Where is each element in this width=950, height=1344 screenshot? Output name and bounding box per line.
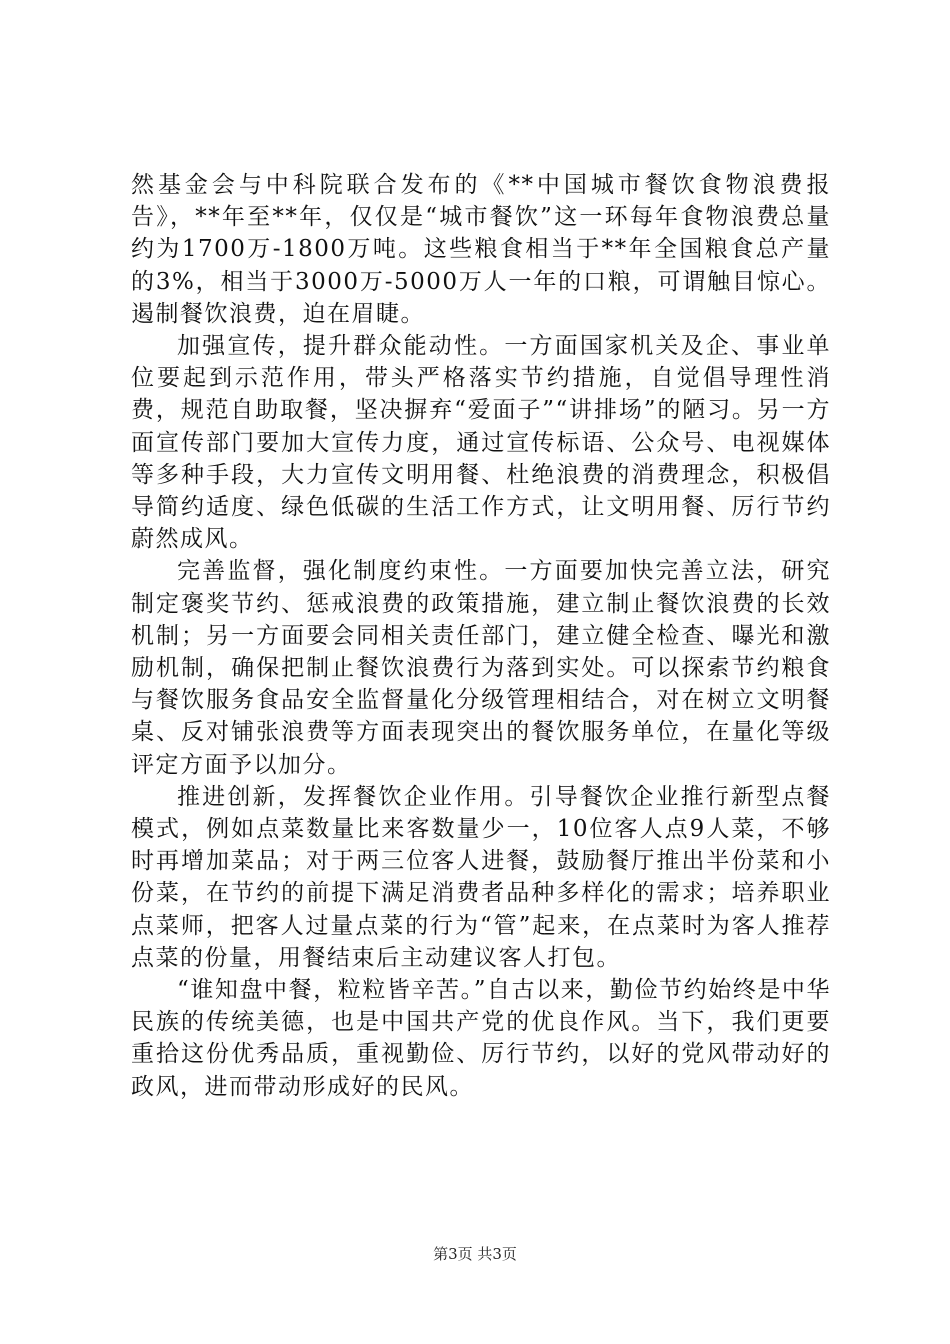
page-number-footer: 第3页 共3页 [433, 1245, 517, 1263]
paragraph-supervision: 完善监督，强化制度约束性。一方面要加快完善立法，研究制定褒奖节约、惩戒浪费的政策措施，建立制止餐饮浪费的长效机制；另一方面要会同相关责任部门，建立健全检查、曝光和激励机制，确保把制止餐饮浪费行为落到实处。可以探索节约粮食与餐饮服务食品安全监督量化分级管理相结合，对在树立文明餐桌、反对铺张浪费等方面表现突出的餐饮服务单位，在量化等级评定方面予以加分。 [131, 558, 831, 778]
paragraph-continuation: 然基金会与中科院联合发布的《**中国城市餐饮食物浪费报告》，**年至**年，仅仅是“城市餐饮”这一环每年食物浪费总量约为1700万-1800万吨。这些粮食相当于**年全国粮食总产量的3%，相当于3000万-5000万人一年的口粮，可谓触目惊心。遏制餐饮浪费，迫在眉睫。 [131, 172, 831, 327]
document-body [131, 169, 831, 1103]
paragraph-innovation: 推进创新，发挥餐饮企业作用。引导餐饮企业推行新型点餐模式，例如点菜数量比来客数量少一，10位客人点9人菜，不够时再增加菜品；对于两三位客人进餐，鼓励餐厅推出半份菜和小份菜，在节约的前提下满足消费者品种多样化的需求；培养职业点菜师，把客人过量点菜的行为“管”起来，在点菜时为客人推荐点菜的份量，用餐结束后主动建议客人打包。 [131, 783, 831, 971]
paragraph-publicity: 加强宣传，提升群众能动性。一方面国家机关及企、事业单位要起到示范作用，带头严格落实节约措施，自觉倡导理性消费，规范自助取餐，坚决摒弃“爱面子”“讲排场”的陋习。另一方面宣传部门要加大宣传力度，通过宣传标语、公众号、电视媒体等多种手段，大力宣传文明用餐、杜绝浪费的消费理念，积极倡导简约适度、绿色低碳的生活工作方式，让文明用餐、厉行节约蔚然成风。 [131, 333, 831, 553]
paragraph-conclusion: “谁知盘中餐，粒粒皆辛苦。”自古以来，勤俭节约始终是中华民族的传统美德，也是中国共产党的优良作风。当下，我们更要重拾这份优秀品质，重视勤俭、厉行节约，以好的党风带动好的政风，进而带动形成好的民风。 [131, 977, 831, 1100]
